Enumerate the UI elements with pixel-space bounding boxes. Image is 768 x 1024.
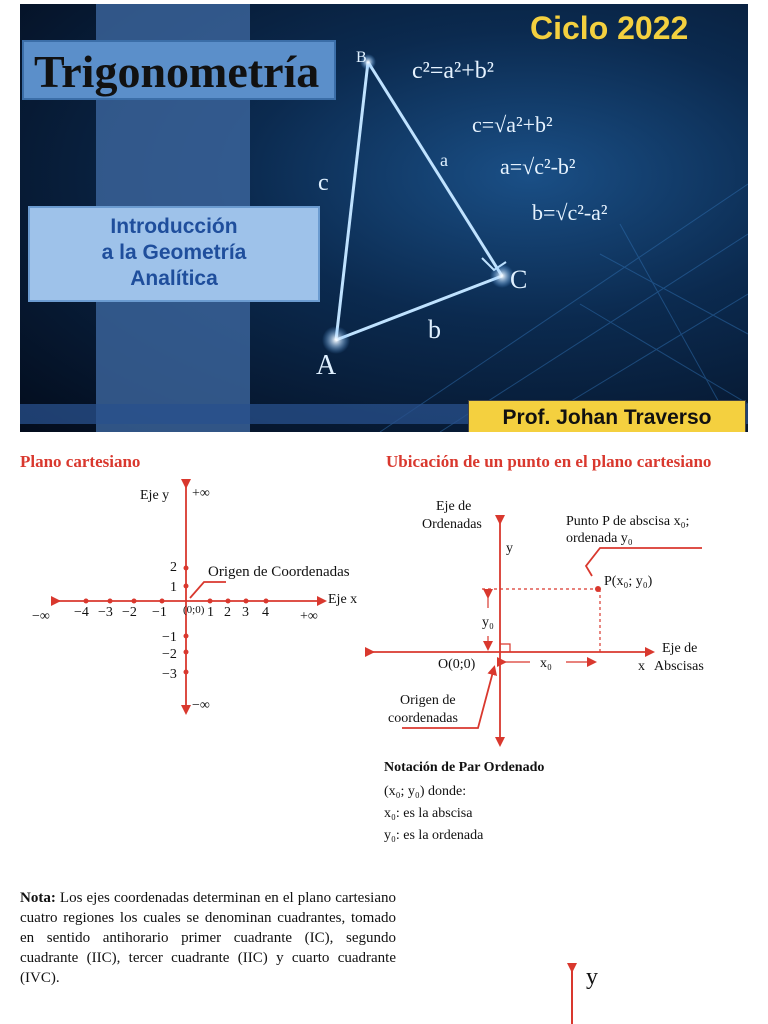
formula-2: c=√a²+b² [472,112,553,137]
notation-line-2: x₀: es la abscisa [384,806,473,821]
formula-3: a=√c²-b² [500,154,576,179]
abscissa-axis-label-2: Abscisas [654,659,704,674]
plano-heading: Plano cartesiano [20,452,141,471]
point-desc-1: Punto P de abscisa x₀; [566,514,690,529]
origin-label: (0;0) [183,604,205,616]
x-tick-4: 4 [262,605,269,620]
y-tick-neg-3: −3 [162,667,177,682]
formula-1: c²=a²+b² [412,58,494,84]
notation-block [384,760,544,850]
origin-annotation: Origen de Coordenadas [208,564,350,580]
point-p [595,586,601,592]
vertex-a: A [316,350,337,381]
side-b: b [428,315,441,344]
y-axis-label: Eje y [140,488,170,503]
ordinate-axis-label-1: Eje de [436,499,472,514]
x-tick-neg-4: −4 [74,605,89,620]
ubicacion-heading: Ubicación de un punto en el plano cartesiano [386,452,712,471]
point-label: P(x₀; y₀) [604,574,653,589]
notation-line-3: y₀: es la ordenada [384,828,484,843]
note-label: Nota: [20,890,56,906]
notation-line-1: (x₀; y₀) donde: [384,784,467,799]
y-tick-neg-1: −1 [162,630,177,645]
x-label: x [638,659,645,674]
point-desc-2: ordenada y₀ [566,531,633,546]
origin-desc-2: coordenadas [388,711,458,726]
origin-desc-1: Origen de [400,693,456,708]
side-c: c [318,170,329,196]
y-tick-neg-2: −2 [162,647,177,662]
point-location-diagram [372,499,704,744]
x-tick-1: 1 [207,605,214,620]
professor-label: Prof. Johan Traverso [468,400,746,432]
vertex-c: C [510,265,528,294]
cartesian-plane [32,486,357,713]
subtitle-line-2: a la Geometría [101,241,247,264]
y0-label: y₀ [482,615,494,630]
x-tick-3: 3 [242,605,249,620]
y-tick-1: 1 [170,580,177,595]
x-tick-neg-2: −2 [122,605,137,620]
subtitle-line-1: Introducción [110,215,238,238]
x-tick-neg-1: −1 [152,605,167,620]
side-a: a [440,150,448,170]
page-title: Trigonometría [22,40,336,100]
ordinate-axis-label-2: Ordenadas [422,517,482,532]
minus-inf-x: −∞ [32,609,50,624]
bottom-y-label: y [586,964,598,990]
origin-o-label: O(0;0) [438,657,476,672]
abscissa-axis-label-1: Eje de [662,641,698,656]
subtitle-line-3: Analítica [130,267,218,290]
minus-inf-y: −∞ [192,698,210,713]
formula-4: b=√c²-a² [532,200,608,225]
x-tick-neg-3: −3 [98,605,113,620]
plus-inf-x: +∞ [300,609,318,624]
y-label: y [506,541,513,556]
x-tick-2: 2 [224,605,231,620]
vertex-b: B [356,49,367,66]
x-axis-label: Eje x [328,592,358,607]
note-text: Los ejes coordenadas determinan en el plano cartesiano cuatro regiones los cuales se denominan cuadrantes, tomado en sentido antihorario primer cuadrante (IC), segundo cuadrante (IIC), tercer cuadrante (IIC) y cuarto cuadrante (IVC). [20,890,396,986]
note-paragraph [20,888,396,988]
x0-label: x₀ [540,656,552,671]
bottom-axis-fragment [572,964,598,1024]
notation-title: Notación de Par Ordenado [384,760,545,775]
plus-inf-y: +∞ [192,486,210,501]
cycle-label: Ciclo 2022 [530,10,689,46]
y-tick-2: 2 [170,560,177,575]
